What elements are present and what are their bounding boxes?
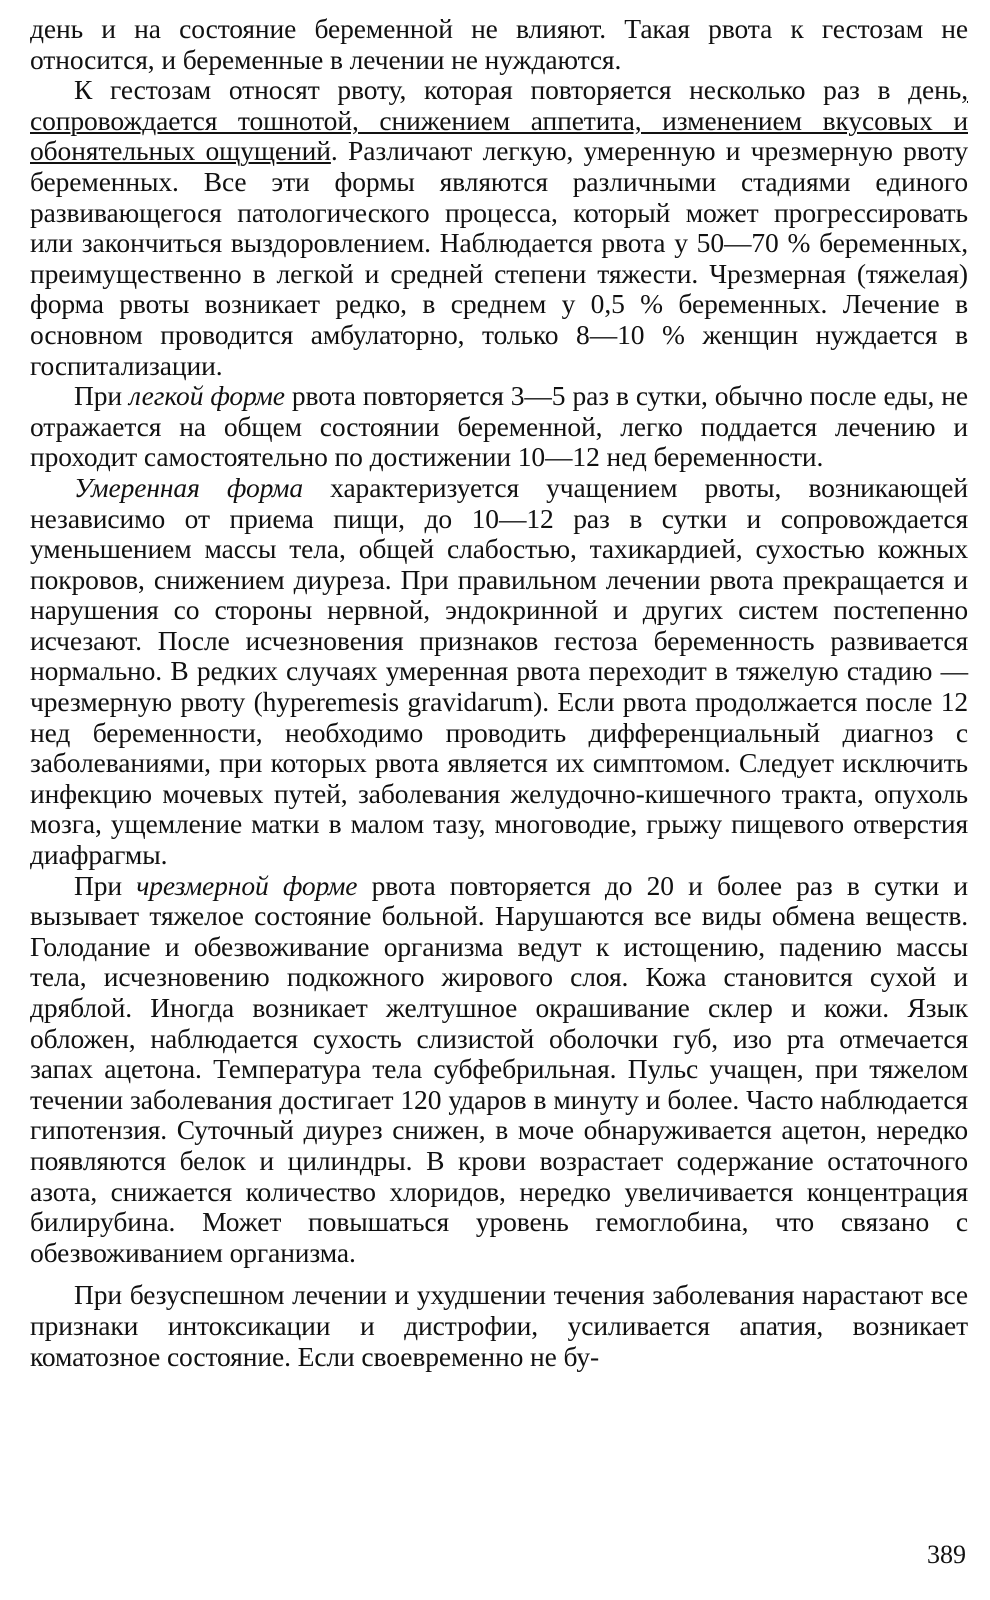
paragraph-text: характеризуется учащением рвоты, возникающей независимо от приема пищи, до 10—12 раз в сутки и сопровождается уменьшением массы тела, общей слабостью, тахикардией, сухостью кожных покровов, снижением диуреза. При правильном лечении рвота прекращается и нарушения со стороны нервной, эндокринной и других систем постепенно исчезают. После исчезновения признаков гестоза беременность развивается нормально. В редких случаях умеренная рвота переходит в тяжелую стадию — чрезмерную рвоту (hyperemesis gravidarum). Если рвота продолжается после 12 нед беременности, необходимо проводить дифференциальный диагноз с заболеваниями, при которых рвота является их симптомом. Следует исключить инфекцию мочевых путей, заболевания желудочно-кишечного тракта, опухоль мозга, ущемление матки в малом тазу, многоводие, грыжу пищевого отверстия диафрагмы. (30, 471, 968, 871)
page-number: 389 (927, 1540, 966, 1569)
paragraph-text: рвота повторяется 3—5 раз в сутки, обычно после еды, не отражается на общем состоянии беременной, легко поддается лечению и проходит самостоятельно по достижении 10—12 нед беременности. (30, 380, 968, 473)
italic-term: чрезмерной форме (136, 869, 358, 901)
paragraph-text: При безуспешном лечении и ухудшении течения заболевания нарастают все признаки интоксикации и дистрофии, усиливается апатия, возникает коматозное состояние. Если своевременно не бу- (30, 1279, 968, 1372)
paragraph-text: При (74, 380, 130, 412)
paragraph-text: При (74, 869, 137, 901)
paragraph-text: . Различают легкую, умеренную и чрезмерную рвоту беременных. Все эти формы являются различными стадиями единого развивающегося патологического процесса, который может прогрессировать или закончиться выздоровлением. Наблюдается рвота у 50—70 % беременных, преимущественно в легкой и средней степени тяжести. Чрезмерная (тяжелая) форма рвоты возникает редко, в среднем у 0,5 % беременных. Лечение в основном проводится амбулаторно, только 8—10 % женщин нуждается в госпитализации. (30, 135, 968, 381)
paragraph-continuation (30, 14, 968, 75)
paragraph-unsuccessful-treatment (30, 1280, 968, 1372)
paragraph-text: К гестозам относят рвоту, которая повторяется несколько раз в день (74, 74, 962, 106)
book-page (30, 14, 968, 1574)
paragraph-text: день и на состояние беременной не влияют. Такая рвота к гестозам не относится, и беременные в лечении не нуждаются. (30, 13, 968, 75)
paragraph-gestosis-definition (30, 75, 968, 381)
italic-term: Умеренная форма (74, 471, 304, 503)
paragraph-moderate-form (30, 473, 968, 871)
underlined-text: , сопровождается тошнотой, снижением аппетита, изменением вкусовых и обонятельных ощущений (30, 74, 968, 167)
italic-term: легкой форме (129, 380, 285, 412)
paragraph-text: рвота повторяется до 20 и более раз в сутки и вызывает тяжелое состояние больной. Нарушаются все виды обмена веществ. Голодание и обезвоживание организма ведут к истощению, падению массы тела, исчезновению подкожного жирового слоя. Кожа становится сухой и дряблой. Иногда возникает желтушное окрашивание склер и кожи. Язык обложен, наблюдается сухость слизистой оболочки губ, изо рта отмечается запах ацетона. Температура тела субфебрильная. Пульс учащен, при тяжелом течении заболевания достигает 120 ударов в минуту и более. Часто наблюдается гипотензия. Суточный диурез снижен, в моче обнаруживается ацетон, нередко появляются белок и цилиндры. В крови возрастает содержание остаточного азота, снижается количество хлоридов, нередко увеличивается концентрация билирубина. Может повышаться уровень гемоглобина, что связано с обезвоживанием организма. (30, 869, 968, 1268)
paragraph-mild-form (30, 381, 968, 473)
paragraph-severe-form (30, 871, 968, 1269)
